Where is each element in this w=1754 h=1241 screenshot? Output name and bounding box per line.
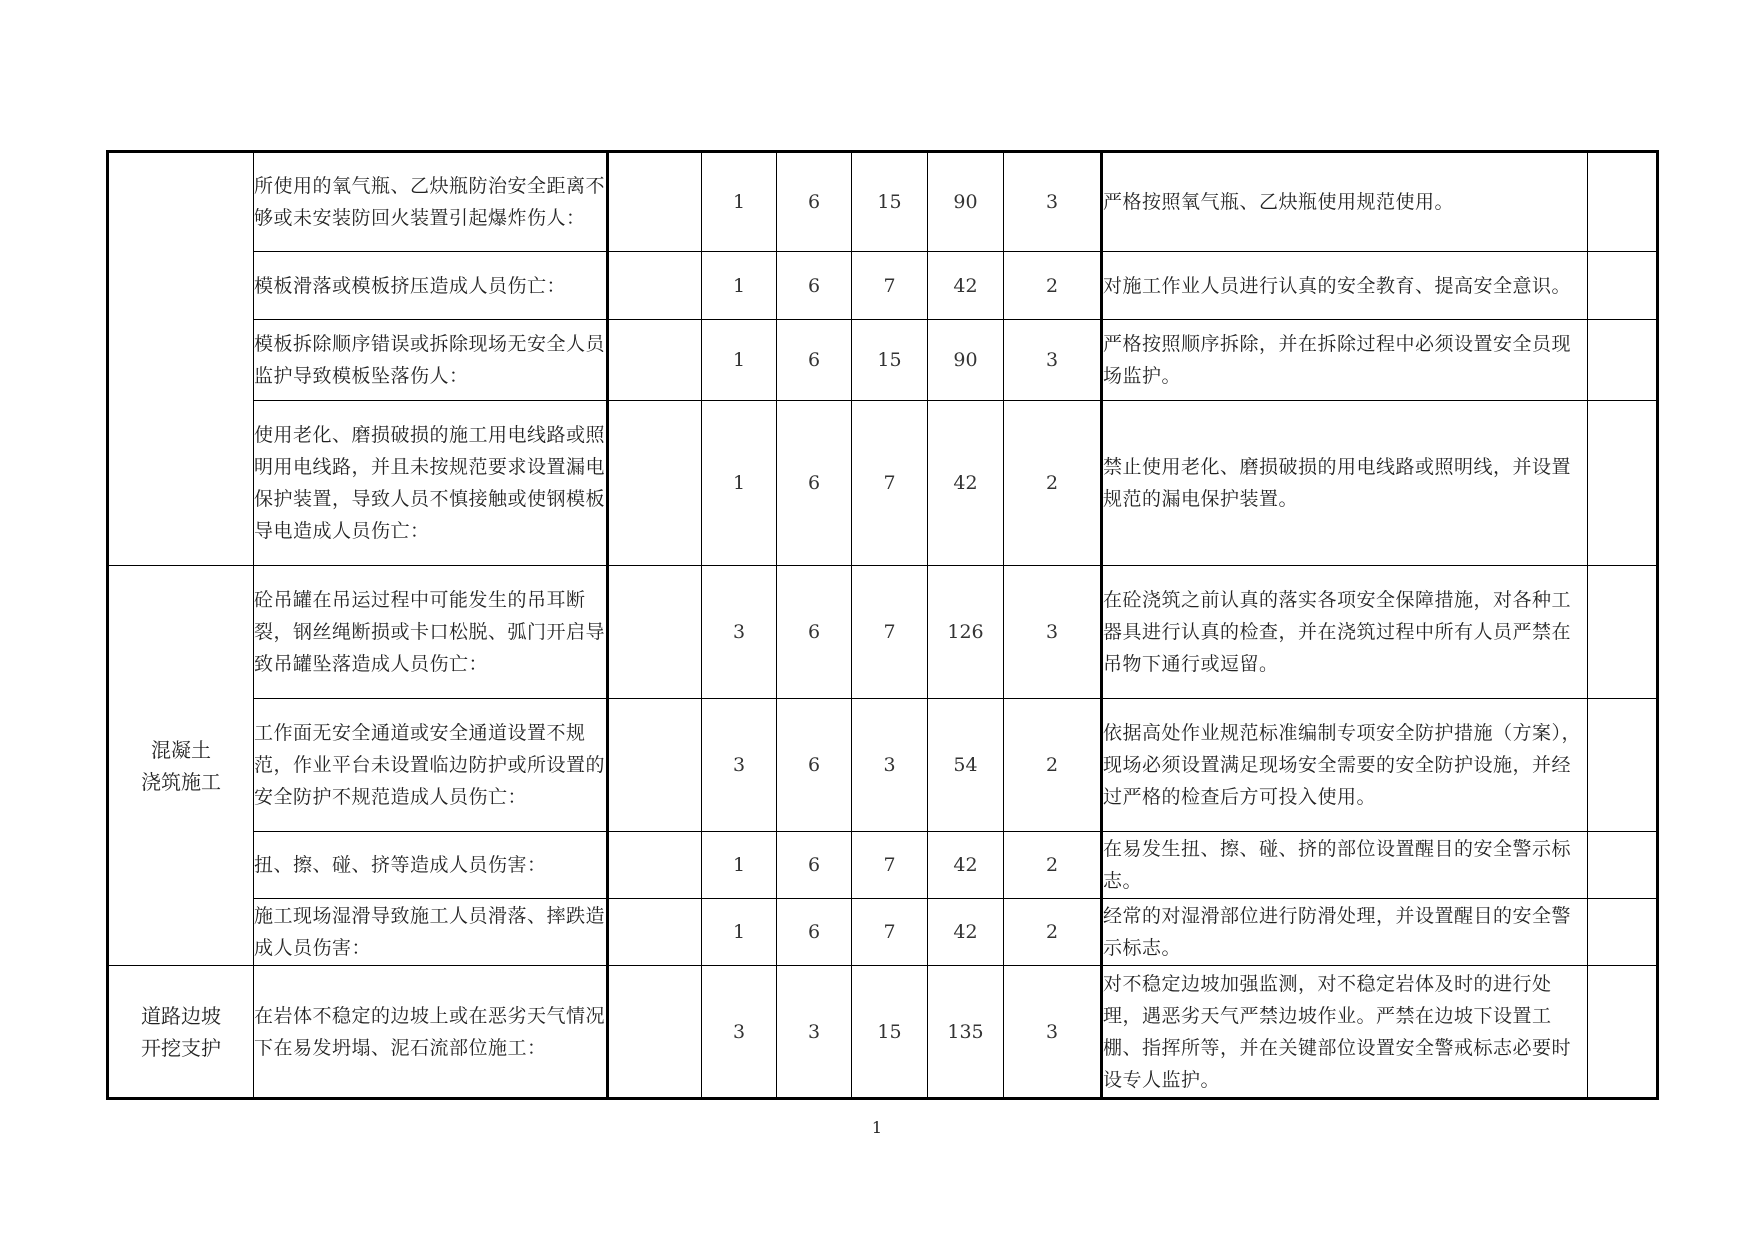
likelihood-cell: 1 [702, 152, 777, 252]
hazard-cell: 扭、擦、碰、挤等造成人员伤害： [254, 832, 608, 899]
blank-cell [608, 320, 702, 401]
exposure-cell: 6 [777, 699, 852, 832]
category-cell: 道路边坡 开挖支护 [108, 966, 254, 1099]
measure-cell: 对施工作业人员进行认真的安全教育、提高安全意识。 [1102, 252, 1588, 320]
risk-assessment-table [106, 150, 1659, 1100]
score-cell: 54 [928, 699, 1004, 832]
likelihood-cell: 1 [702, 899, 777, 966]
likelihood-cell: 3 [702, 699, 777, 832]
blank-cell [608, 899, 702, 966]
likelihood-cell: 1 [702, 832, 777, 899]
table-row [108, 320, 1658, 401]
table-row [108, 966, 1658, 1099]
consequence-cell: 15 [852, 152, 928, 252]
likelihood-cell: 3 [702, 566, 777, 699]
exposure-cell: 6 [777, 899, 852, 966]
note-cell [1588, 401, 1658, 566]
likelihood-cell: 1 [702, 320, 777, 401]
score-cell: 135 [928, 966, 1004, 1099]
hazard-cell: 模板拆除顺序错误或拆除现场无安全人员监护导致模板坠落伤人： [254, 320, 608, 401]
note-cell [1588, 320, 1658, 401]
consequence-cell: 7 [852, 566, 928, 699]
measure-cell: 严格按照氧气瓶、乙炔瓶使用规范使用。 [1102, 152, 1588, 252]
blank-cell [608, 152, 702, 252]
table-row [108, 152, 1658, 252]
score-cell: 42 [928, 401, 1004, 566]
measure-cell: 禁止使用老化、磨损破损的用电线路或照明线，并设置规范的漏电保护装置。 [1102, 401, 1588, 566]
consequence-cell: 3 [852, 699, 928, 832]
level-cell: 3 [1004, 966, 1102, 1099]
table-row [108, 252, 1658, 320]
level-cell: 2 [1004, 832, 1102, 899]
blank-cell [608, 252, 702, 320]
score-cell: 42 [928, 252, 1004, 320]
blank-cell [608, 401, 702, 566]
consequence-cell: 15 [852, 966, 928, 1099]
measure-cell: 在砼浇筑之前认真的落实各项安全保障措施，对各种工器具进行认真的检查，并在浇筑过程中所有人员严禁在吊物下通行或逗留。 [1102, 566, 1588, 699]
hazard-cell: 施工现场湿滑导致施工人员滑落、摔跌造成人员伤害： [254, 899, 608, 966]
measure-cell: 对不稳定边坡加强监测，对不稳定岩体及时的进行处理，遇恶劣天气严禁边坡作业。严禁在边坡下设置工棚、指挥所等，并在关键部位设置安全警戒标志必要时设专人监护。 [1102, 966, 1588, 1099]
score-cell: 90 [928, 320, 1004, 401]
blank-cell [608, 699, 702, 832]
consequence-cell: 15 [852, 320, 928, 401]
measure-cell: 依据高处作业规范标准编制专项安全防护措施（方案），现场必须设置满足现场安全需要的安全防护设施，并经过严格的检查后方可投入使用。 [1102, 699, 1588, 832]
consequence-cell: 7 [852, 832, 928, 899]
level-cell: 2 [1004, 699, 1102, 832]
level-cell: 2 [1004, 252, 1102, 320]
blank-cell [608, 832, 702, 899]
note-cell [1588, 566, 1658, 699]
table-row [108, 832, 1658, 899]
table-row [108, 699, 1658, 832]
note-cell [1588, 152, 1658, 252]
score-cell: 42 [928, 832, 1004, 899]
exposure-cell: 6 [777, 566, 852, 699]
measure-cell: 经常的对湿滑部位进行防滑处理，并设置醒目的安全警示标志。 [1102, 899, 1588, 966]
exposure-cell: 6 [777, 252, 852, 320]
level-cell: 2 [1004, 401, 1102, 566]
hazard-cell: 在岩体不稳定的边坡上或在恶劣天气情况下在易发坍塌、泥石流部位施工： [254, 966, 608, 1099]
level-cell: 3 [1004, 566, 1102, 699]
score-cell: 42 [928, 899, 1004, 966]
note-cell [1588, 832, 1658, 899]
note-cell [1588, 899, 1658, 966]
table-row [108, 899, 1658, 966]
consequence-cell: 7 [852, 252, 928, 320]
likelihood-cell: 3 [702, 966, 777, 1099]
note-cell [1588, 966, 1658, 1099]
measure-cell: 在易发生扭、擦、碰、挤的部位设置醒目的安全警示标志。 [1102, 832, 1588, 899]
exposure-cell: 6 [777, 320, 852, 401]
likelihood-cell: 1 [702, 401, 777, 566]
likelihood-cell: 1 [702, 252, 777, 320]
blank-cell [608, 966, 702, 1099]
exposure-cell: 6 [777, 832, 852, 899]
level-cell: 2 [1004, 899, 1102, 966]
table-row [108, 401, 1658, 566]
consequence-cell: 7 [852, 401, 928, 566]
page-number: 1 [871, 1118, 883, 1137]
hazard-cell: 使用老化、磨损破损的施工用电线路或照明用电线路，并且未按规范要求设置漏电保护装置，导致人员不慎接触或使钢模板导电造成人员伤亡： [254, 401, 608, 566]
score-cell: 126 [928, 566, 1004, 699]
table-row [108, 566, 1658, 699]
exposure-cell: 6 [777, 401, 852, 566]
level-cell: 3 [1004, 320, 1102, 401]
note-cell [1588, 252, 1658, 320]
category-cell: 混凝土 浇筑施工 [108, 566, 254, 966]
blank-cell [608, 566, 702, 699]
hazard-cell: 模板滑落或模板挤压造成人员伤亡： [254, 252, 608, 320]
hazard-cell: 工作面无安全通道或安全通道设置不规范，作业平台未设置临边防护或所设置的安全防护不规范造成人员伤亡： [254, 699, 608, 832]
consequence-cell: 7 [852, 899, 928, 966]
exposure-cell: 3 [777, 966, 852, 1099]
category-cell-empty [108, 152, 254, 566]
score-cell: 90 [928, 152, 1004, 252]
measure-cell: 严格按照顺序拆除，并在拆除过程中必须设置安全员现场监护。 [1102, 320, 1588, 401]
level-cell: 3 [1004, 152, 1102, 252]
hazard-cell: 砼吊罐在吊运过程中可能发生的吊耳断裂，钢丝绳断损或卡口松脱、弧门开启导致吊罐坠落造成人员伤亡： [254, 566, 608, 699]
exposure-cell: 6 [777, 152, 852, 252]
hazard-cell: 所使用的氧气瓶、乙炔瓶防治安全距离不够或未安装防回火装置引起爆炸伤人： [254, 152, 608, 252]
note-cell [1588, 699, 1658, 832]
